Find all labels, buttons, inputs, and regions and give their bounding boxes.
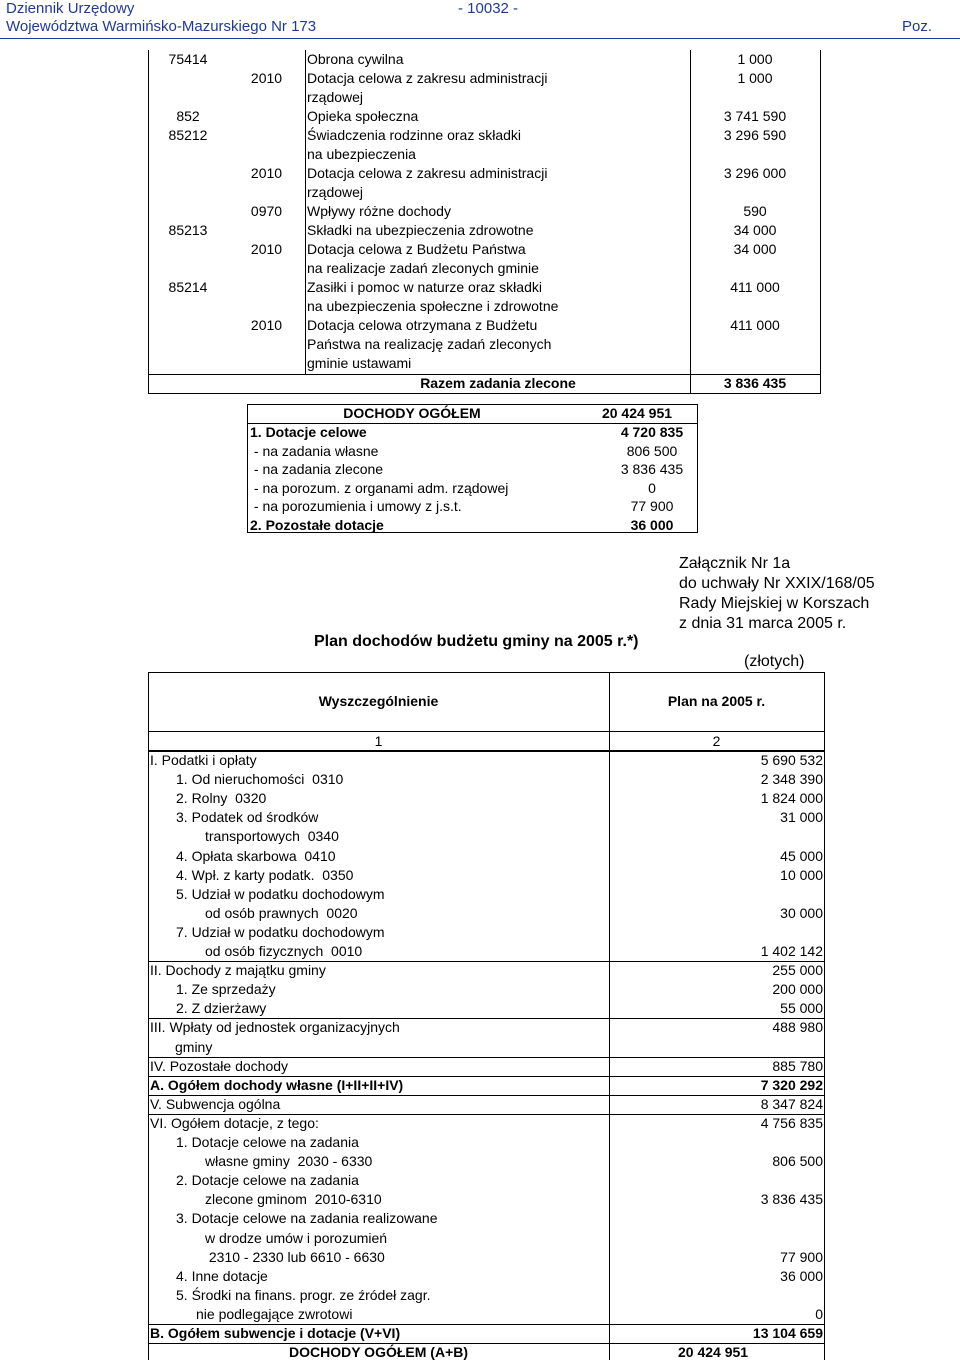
plan-row-description: 5. Środki na finans. progr. ze źródeł zagr. <box>176 1286 431 1303</box>
plan-row-amount: 8 347 824 <box>760 1095 823 1112</box>
plan-row-amount: 3 836 435 <box>760 1191 823 1208</box>
cell-amount: 3 296 590 <box>723 127 787 143</box>
cell-amount: 1 000 <box>737 51 773 67</box>
table-rule <box>148 1324 824 1325</box>
plan-row-description: 2310 - 2330 lub 6610 - 6630 <box>205 1248 385 1265</box>
plan-row-description: 3. Podatek od środków <box>176 809 319 826</box>
cell-description: Obrona cywilna <box>307 51 404 67</box>
cell-description: Dotacja celowa z zakresu administracji <box>307 165 548 181</box>
plan-row-amount: 255 000 <box>772 962 823 979</box>
plan-row-description: 7. Udział w podatku dochodowym <box>176 923 385 940</box>
cell-description: gminie ustawami <box>307 355 412 371</box>
cell-code: 85212 <box>168 127 208 143</box>
plan-row-description: 1. Ze sprzedaży <box>176 981 276 998</box>
table-rule <box>148 1018 824 1019</box>
summary-title-amount: 20 424 951 <box>601 405 673 421</box>
table-border-bottom <box>148 393 821 394</box>
plan-row-description: 1. Od nieruchomości 0310 <box>176 771 344 788</box>
cell-description: na ubezpieczenia społeczne i zdrowotne <box>307 298 559 314</box>
plan-row-description: A. Ogółem dochody własne (I+II+II+IV) <box>150 1076 404 1093</box>
column-number-2: 2 <box>712 733 721 749</box>
plan-row-description: nie podlegające zwrotowi <box>196 1305 353 1322</box>
table-rule <box>148 1114 824 1115</box>
plan-title: Plan dochodów budżetu gminy na 2005 r.*) <box>314 633 639 650</box>
table-border-right <box>824 672 825 1360</box>
plan-row-description: III. Wpłaty od jednostek organizacyjnych <box>150 1019 400 1036</box>
plan-row-amount: 45 000 <box>780 847 823 864</box>
grand-total-label: DOCHODY OGÓŁEM (A+B) <box>288 1344 469 1361</box>
plan-row-amount: 885 780 <box>772 1057 823 1074</box>
plan-row-description: 2. Z dzierżawy <box>176 1000 267 1017</box>
plan-row-description: 4. Inne dotacje <box>176 1267 268 1284</box>
table-rule <box>148 1076 824 1077</box>
plan-row-description: od osób prawnych 0020 <box>205 904 358 921</box>
plan-row-description: 4. Wpł. z karty podatk. 0350 <box>176 866 354 883</box>
cell-description: Zasiłki i pomoc w naturze oraz składki <box>307 279 542 295</box>
summary-label: - na zadania zlecone <box>250 461 384 477</box>
summary-amount: 0 <box>648 479 656 496</box>
cell-description: Dotacja celowa otrzymana z Budżetu <box>307 317 538 333</box>
plan-row-description: 3. Dotacje celowe na zadania realizowane <box>176 1210 438 1227</box>
cell-amount: 34 000 <box>733 241 777 257</box>
position-label: Poz. <box>902 18 933 35</box>
cell-code: 85214 <box>168 279 208 295</box>
cell-amount: 590 <box>743 203 767 219</box>
cell-description: rządowej <box>307 184 364 200</box>
plan-row-amount: 4 756 835 <box>760 1114 823 1131</box>
plan-row-description: 4. Opłata skarbowa 0410 <box>176 847 336 864</box>
cell-subcode: 0970 <box>250 203 283 219</box>
plan-row-description: II. Dochody z majątku gminy <box>150 962 326 979</box>
journal-title-line2: Województwa Warmińsko-Mazurskiego Nr 173 <box>6 18 317 35</box>
summary-amount: 77 900 <box>630 498 674 514</box>
cell-amount: 1 000 <box>737 70 773 86</box>
column-number-1: 1 <box>374 733 383 749</box>
cell-subcode: 2010 <box>250 241 283 257</box>
cell-code: 75414 <box>168 51 208 67</box>
table-border-left <box>148 672 149 1360</box>
cell-subcode: 2010 <box>250 165 283 181</box>
cell-description: na realizacje zadań zleconych gminie <box>307 260 539 276</box>
annex-line3: Rady Miejskiej w Korszach <box>679 595 870 612</box>
plan-row-description: zlecone gminom 2010-6310 <box>205 1191 382 1208</box>
cell-description: na ubezpieczenia <box>307 146 416 162</box>
page-number: - 10032 - <box>458 0 519 17</box>
cell-description: Państwa na realizację zadań zleconych <box>307 336 552 352</box>
summary-label: 2. Pozostałe dotacje <box>250 516 384 533</box>
cell-description: Dotacja celowa z Budżetu Państwa <box>307 241 526 257</box>
header-rule <box>0 38 960 39</box>
plan-row-description: 2. Dotacje celowe na zadania <box>176 1172 359 1189</box>
plan-row-description: 1. Dotacje celowe na zadania <box>176 1134 359 1150</box>
plan-row-description: 2. Rolny 0320 <box>176 790 267 807</box>
plan-row-amount: 488 980 <box>772 1019 823 1036</box>
table-rule <box>148 751 824 752</box>
summary-amount: 36 000 <box>630 516 674 533</box>
plan-row-description: w drodze umów i porozumień <box>205 1229 388 1246</box>
cell-description: Świadczenia rodzinne oraz składki <box>307 127 521 143</box>
cell-description: Dotacja celowa z zakresu administracji <box>307 70 548 86</box>
cell-description: rządowej <box>307 89 364 105</box>
plan-row-amount: 13 104 659 <box>752 1325 823 1341</box>
cell-amount: 411 000 <box>730 317 780 333</box>
plan-row-description: 5. Udział w podatku dochodowym <box>176 885 385 902</box>
plan-row-amount: 7 320 292 <box>760 1076 823 1093</box>
summary-title: DOCHODY OGÓŁEM <box>343 405 481 421</box>
plan-row-amount: 1 824 000 <box>760 790 823 807</box>
plan-row-amount: 77 900 <box>780 1248 823 1265</box>
plan-row-amount: 1 402 142 <box>760 943 823 959</box>
plan-row-amount: 10 000 <box>780 866 823 883</box>
cell-description: Opieka społeczna <box>307 108 419 124</box>
annex-line4: z dnia 31 marca 2005 r. <box>679 615 847 632</box>
cell-amount: 34 000 <box>733 222 777 238</box>
plan-row-description: IV. Pozostałe dochody <box>150 1057 289 1074</box>
table-rule <box>148 961 824 962</box>
summary-amount: 806 500 <box>626 442 678 459</box>
grand-total-amount: 20 424 951 <box>678 1344 749 1361</box>
plan-row-amount: 55 000 <box>780 1000 823 1017</box>
journal-title-line1: Dziennik Urzędowy <box>6 0 135 17</box>
table-rule <box>148 1057 824 1058</box>
plan-row-description: transportowych 0340 <box>205 828 339 845</box>
plan-row-amount: 30 000 <box>780 904 823 921</box>
total-amount: 3 836 435 <box>723 375 787 391</box>
cell-description: Składki na ubezpieczenia zdrowotne <box>307 222 534 238</box>
cell-subcode: 2010 <box>250 317 283 333</box>
plan-row-description: gminy <box>175 1038 213 1055</box>
plan-row-amount: 5 690 532 <box>760 752 823 768</box>
plan-row-amount: 200 000 <box>772 981 823 998</box>
summary-label: - na porozum. z organami adm. rządowej <box>250 479 509 496</box>
column-header-plan: Plan na 2005 r. <box>667 693 766 709</box>
plan-row-description: VI. Ogółem dotacje, z tego: <box>150 1114 319 1131</box>
table-rule <box>148 1095 824 1096</box>
currency-note: (złotych) <box>744 653 805 670</box>
plan-row-amount: 36 000 <box>780 1267 823 1284</box>
cell-amount: 3 741 590 <box>723 108 787 124</box>
table-border-right <box>820 50 821 394</box>
total-label: Razem zadania zlecone <box>420 375 576 391</box>
summary-label: - na zadania własne <box>250 442 379 459</box>
plan-row-description: V. Subwencja ogólna <box>150 1095 281 1112</box>
summary-amount: 4 720 835 <box>620 424 684 440</box>
annex-line1: Załącznik Nr 1a <box>679 555 791 572</box>
summary-label: 1. Dotacje celowe <box>250 424 367 440</box>
column-divider <box>305 50 306 374</box>
plan-row-description: własne gminy 2030 - 6330 <box>205 1153 373 1170</box>
summary-label: - na porozumienia i umowy z j.s.t. <box>250 498 462 514</box>
annex-line2: do uchwały Nr XXIX/168/05 <box>679 575 875 592</box>
cell-amount: 3 296 000 <box>723 165 787 181</box>
plan-row-amount: 806 500 <box>772 1153 823 1170</box>
column-header-description: Wyszczególnienie <box>318 693 439 709</box>
cell-amount: 411 000 <box>730 279 780 295</box>
cell-code: 852 <box>176 108 200 124</box>
plan-row-amount: 0 <box>815 1305 823 1322</box>
summary-amount: 3 836 435 <box>620 461 684 477</box>
cell-code: 85213 <box>168 222 208 238</box>
plan-row-amount: 2 348 390 <box>760 771 823 788</box>
cell-subcode: 2010 <box>250 70 283 86</box>
cell-description: Wpływy różne dochody <box>307 203 451 219</box>
plan-row-description: od osób fizycznych 0010 <box>205 943 363 959</box>
plan-row-description: I. Podatki i opłaty <box>150 752 257 768</box>
plan-row-description: B. Ogółem subwencje i dotacje (V+VI) <box>150 1325 401 1341</box>
table-border-top <box>148 672 824 673</box>
plan-row-amount: 31 000 <box>780 809 823 826</box>
